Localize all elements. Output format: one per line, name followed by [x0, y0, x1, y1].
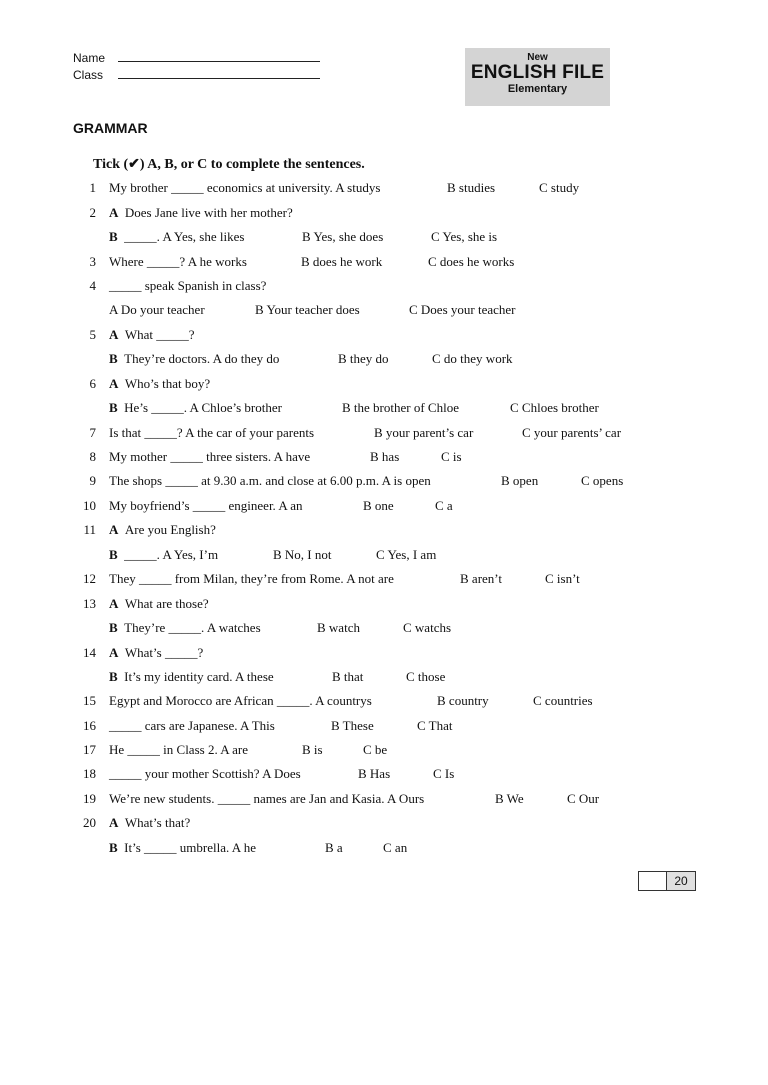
speaker-label: B [109, 229, 118, 244]
question-number: 16 [83, 718, 96, 733]
segment-text: B country [437, 693, 489, 708]
segment-text: They’re _____. A watches [124, 620, 261, 635]
question-number: 4 [89, 278, 96, 293]
speaker-label: A [109, 815, 119, 830]
segment-text: B a [325, 840, 343, 855]
question-number: 17 [83, 742, 96, 757]
answer-option[interactable] [501, 473, 538, 489]
answer-option[interactable] [302, 229, 383, 245]
segment-text: C your parents’ car [522, 425, 622, 440]
question-text [109, 473, 431, 489]
segment-text: The shops _____ at 9.30 a.m. and close at 6.00 p.m. A is open [109, 473, 431, 488]
answer-option[interactable] [363, 742, 387, 758]
answer-option[interactable] [370, 449, 399, 465]
answer-option[interactable] [406, 669, 445, 685]
class-label: Class [73, 68, 104, 82]
question-number: 14 [83, 645, 96, 660]
question-text [109, 425, 314, 441]
segment-text: B that [332, 669, 364, 684]
question-text [109, 571, 394, 587]
segment-text: It’s _____ umbrella. A he [124, 840, 256, 855]
question-text [109, 547, 218, 563]
answer-option[interactable] [431, 229, 497, 245]
answer-option[interactable] [332, 669, 363, 685]
name-row [73, 50, 320, 65]
answer-option[interactable] [403, 620, 451, 636]
question-text [109, 278, 266, 294]
name-line[interactable] [118, 50, 320, 62]
english-file-logo [465, 48, 610, 106]
score-total: 20 [667, 872, 695, 890]
speaker-label: B [109, 547, 118, 562]
speaker-label: A [109, 376, 119, 391]
answer-option[interactable] [302, 742, 323, 758]
question-text [109, 815, 190, 831]
question-text [109, 205, 293, 221]
segment-text: They _____ from Milan, they’re from Rome. A not are [109, 571, 394, 586]
answer-option[interactable] [441, 449, 462, 465]
segment-text: C a [435, 498, 453, 513]
segment-text: _____ speak Spanish in class? [109, 278, 267, 293]
segment-text: _____. A Yes, I’m [124, 547, 219, 562]
segment-text: Are you English? [124, 522, 216, 537]
question-text [109, 742, 248, 758]
segment-text: C Does your teacher [409, 302, 516, 317]
segment-text: C isn’t [545, 571, 580, 586]
speaker-label: B [109, 400, 118, 415]
segment-text: _____ your mother Scottish? A Does [109, 766, 301, 781]
speaker-label: B [109, 669, 118, 684]
segment-text: C Is [433, 766, 455, 781]
segment-text: B Your teacher does [255, 302, 360, 317]
segment-text: What’s that? [124, 815, 191, 830]
answer-option[interactable] [433, 766, 454, 782]
question-text [109, 400, 282, 416]
question-text [109, 645, 203, 661]
segment-text: C Yes, I am [376, 547, 437, 562]
question-text [109, 718, 275, 734]
segment-text: B your parent’s car [374, 425, 474, 440]
answer-option[interactable] [435, 498, 453, 514]
segment-text: C Yes, she is [431, 229, 498, 244]
segment-text: B Has [358, 766, 391, 781]
answer-option[interactable] [437, 693, 489, 709]
question-text [109, 840, 256, 856]
segment-text: C Our [567, 791, 600, 806]
question-number: 2 [89, 205, 96, 220]
speaker-label: A [109, 205, 119, 220]
segment-text: C is [441, 449, 462, 464]
segment-text: C countries [533, 693, 593, 708]
segment-text: _____. A Yes, she likes [124, 229, 245, 244]
score-box [638, 871, 696, 891]
question-number: 1 [89, 180, 96, 195]
answer-option[interactable] [432, 351, 513, 367]
class-line[interactable] [118, 67, 320, 79]
logo-line3: Elementary [507, 83, 568, 95]
question-text [109, 302, 205, 318]
question-number: 18 [83, 766, 96, 781]
answer-option[interactable] [342, 400, 459, 416]
answer-option[interactable] [383, 840, 407, 856]
answer-option[interactable] [301, 254, 382, 270]
speaker-label: A [109, 596, 119, 611]
segment-text: C watchs [403, 620, 452, 635]
segment-text: He’s _____. A Chloe’s brother [124, 400, 282, 415]
segment-text: Does Jane live with her mother? [124, 205, 293, 220]
segment-text: Where _____? A he works [109, 254, 247, 269]
segment-text: _____ cars are Japanese. A This [109, 718, 275, 733]
segment-text: We’re new students. _____ names are Jan and Kasia. A Ours [109, 791, 425, 806]
speaker-label: B [109, 351, 118, 366]
segment-text: B watch [317, 620, 360, 635]
segment-text: What’s _____? [124, 645, 204, 660]
question-text [109, 180, 380, 196]
answer-option[interactable] [358, 766, 390, 782]
speaker-label: A [109, 327, 119, 342]
segment-text: B they do [338, 351, 389, 366]
segment-text: B one [363, 498, 394, 513]
question-text [109, 376, 210, 392]
segment-text: B does he work [301, 254, 383, 269]
segment-text: B open [501, 473, 539, 488]
logo-line1: New [527, 52, 548, 63]
logo-line2: ENGLISH FILE [470, 62, 605, 83]
segment-text: B Yes, she does [302, 229, 384, 244]
answer-option[interactable] [533, 693, 593, 709]
segment-text: B No, I not [273, 547, 332, 562]
question-text [109, 522, 216, 538]
speaker-label: A [109, 522, 119, 537]
answer-option[interactable] [428, 254, 514, 270]
segment-text: B These [331, 718, 374, 733]
answer-option[interactable] [417, 718, 453, 734]
question-text [109, 596, 209, 612]
question-number: 8 [89, 449, 96, 464]
segment-text: B has [370, 449, 400, 464]
question-text [109, 693, 372, 709]
segment-text: C an [383, 840, 408, 855]
question-number: 15 [83, 693, 96, 708]
question-text [109, 620, 261, 636]
answer-option[interactable] [273, 547, 332, 563]
question-number: 10 [83, 498, 96, 513]
segment-text: It’s my identity card. A these [124, 669, 274, 684]
question-number: 3 [89, 254, 96, 269]
answer-option[interactable] [317, 620, 360, 636]
class-row [73, 67, 320, 82]
question-number: 13 [83, 596, 96, 611]
question-text [109, 669, 274, 685]
segment-text: C does he works [428, 254, 515, 269]
answer-option[interactable] [447, 180, 495, 196]
question-text [109, 327, 195, 343]
answer-option[interactable] [495, 791, 524, 807]
answer-option[interactable] [363, 498, 394, 514]
segment-text: What _____? [124, 327, 195, 342]
score-input[interactable] [639, 872, 667, 890]
segment-text: C do they work [432, 351, 513, 366]
segment-text: Who’s that boy? [124, 376, 211, 391]
answer-option[interactable] [255, 302, 360, 318]
question-number: 6 [89, 376, 96, 391]
question-number: 9 [89, 473, 96, 488]
segment-text: C study [539, 180, 580, 195]
question-number: 19 [83, 791, 96, 806]
name-label: Name [73, 51, 106, 65]
answer-option[interactable] [510, 400, 599, 416]
instruction: Tick (✔) A, B, or C to complete the sentences. [93, 157, 365, 172]
question-text [109, 791, 424, 807]
question-text [109, 766, 301, 782]
question-text [109, 229, 244, 245]
segment-text: Egypt and Morocco are African _____. A countrys [109, 693, 372, 708]
answer-option[interactable] [374, 425, 473, 441]
answer-option[interactable] [376, 547, 436, 563]
question-number: 11 [83, 522, 96, 537]
answer-option[interactable] [325, 840, 343, 856]
answer-option[interactable] [581, 473, 623, 489]
answer-option[interactable] [522, 425, 621, 441]
question-text [109, 254, 247, 270]
segment-text: My boyfriend’s _____ engineer. A an [109, 498, 303, 513]
question-number: 7 [89, 425, 96, 440]
segment-text: C those [406, 669, 446, 684]
segment-text: My mother _____ three sisters. A have [109, 449, 311, 464]
question-number: 20 [83, 815, 96, 830]
segment-text: C opens [581, 473, 624, 488]
answer-option[interactable] [409, 302, 516, 318]
segment-text: They’re doctors. A do they do [124, 351, 280, 366]
segment-text: Is that _____? A the car of your parents [109, 425, 315, 440]
segment-text: He _____ in Class 2. A are [109, 742, 249, 757]
section-title: GRAMMAR [73, 120, 148, 136]
segment-text: A Do your teacher [109, 302, 205, 317]
segment-text: My brother _____ economics at university. A studys [109, 180, 381, 195]
question-text [109, 449, 310, 465]
segment-text: B the brother of Chloe [342, 400, 459, 415]
segment-text: C be [363, 742, 388, 757]
segment-text: B is [302, 742, 323, 757]
answer-option[interactable] [460, 571, 502, 587]
segment-text: C That [417, 718, 453, 733]
segment-text: B aren’t [460, 571, 502, 586]
question-text [109, 498, 303, 514]
question-number: 12 [83, 571, 96, 586]
segment-text: What are those? [124, 596, 209, 611]
question-number: 5 [89, 327, 96, 342]
answer-option[interactable] [567, 791, 599, 807]
answer-option[interactable] [338, 351, 389, 367]
speaker-label: B [109, 620, 118, 635]
answer-option[interactable] [539, 180, 579, 196]
answer-option[interactable] [331, 718, 374, 734]
question-text [109, 351, 279, 367]
speaker-label: B [109, 840, 118, 855]
segment-text: B studies [447, 180, 496, 195]
speaker-label: A [109, 645, 119, 660]
answer-option[interactable] [545, 571, 580, 587]
segment-text: B We [495, 791, 524, 806]
segment-text: C Chloes brother [510, 400, 599, 415]
